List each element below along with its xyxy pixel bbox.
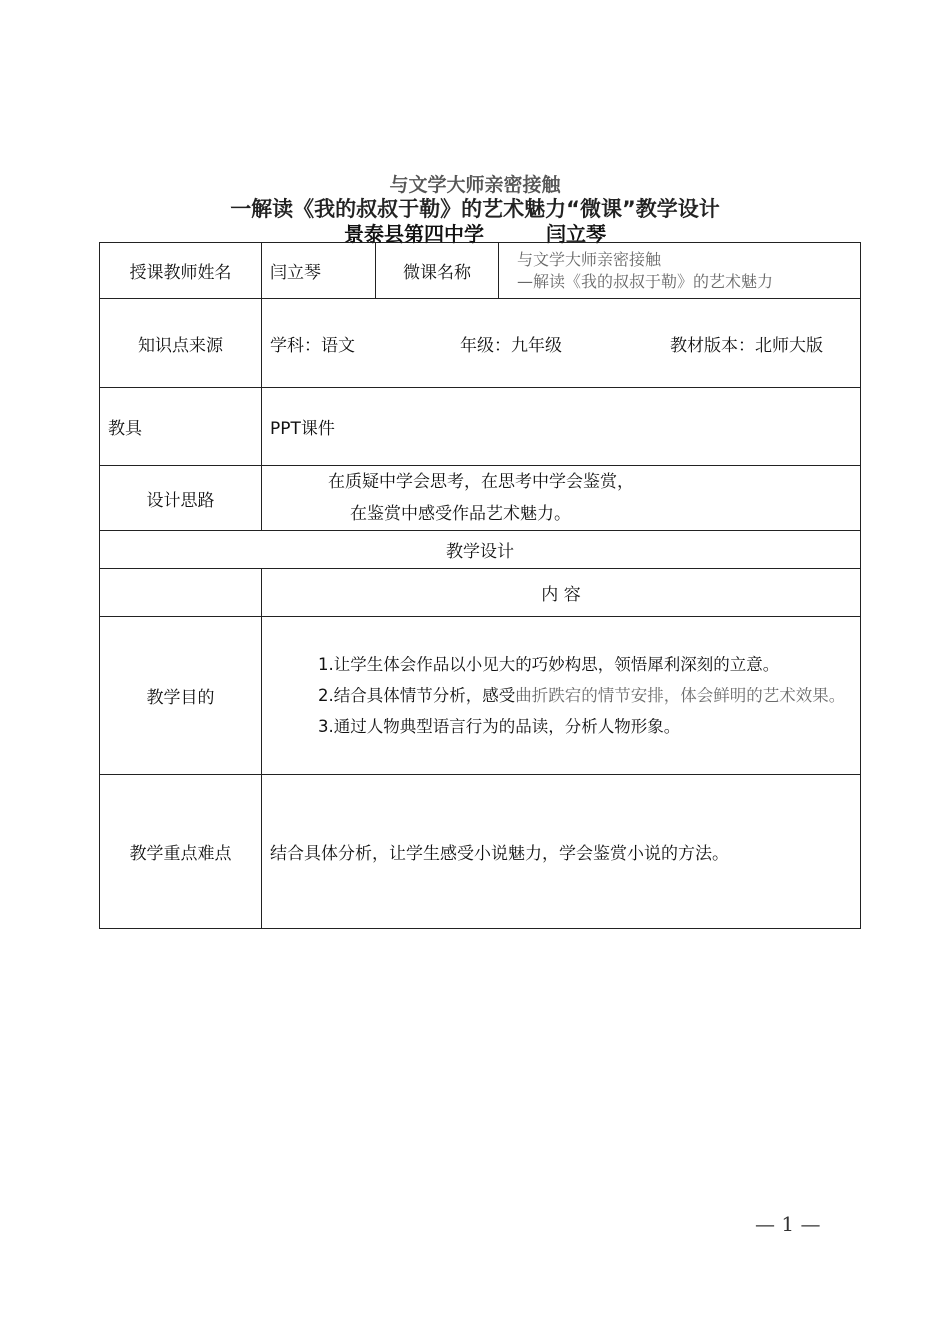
- goal-1: 1.让学生体会作品以小见大的巧妙构思，领悟犀利深刻的立意。: [318, 655, 780, 674]
- design-header: 教学设计: [100, 531, 861, 569]
- table-row: [100, 775, 861, 929]
- key-label: 教学重点难点: [100, 775, 262, 929]
- goal-3: 3.通过人物典型语言行为的品读，分析人物形象。: [318, 717, 681, 736]
- course-name-line2: —解读《我的叔叔于勒》的艺术魅力: [517, 271, 774, 291]
- author-name: 闫立琴: [546, 222, 606, 246]
- table-row: [100, 569, 861, 617]
- school-name: 景泰县第四中学: [344, 222, 484, 246]
- source-label: 知识点来源: [100, 299, 262, 388]
- tools-value: PPT课件: [262, 388, 861, 466]
- content-header: 内 容: [262, 569, 861, 617]
- key-value: 结合具体分析，让学生感受小说魅力，学会鉴赏小说的方法。: [262, 775, 861, 929]
- lesson-table: [99, 242, 861, 929]
- tools-label: 教具: [100, 388, 262, 466]
- course-label: 微课名称: [376, 243, 499, 299]
- course-name: [499, 243, 861, 299]
- table-row: [100, 466, 861, 531]
- title-line-2: 一解读《我的叔叔于勒》的艺术魅力“微课”教学设计: [230, 197, 720, 221]
- teacher-label: 授课教师姓名: [100, 243, 262, 299]
- idea-line1: 在质疑中学会思考，在思考中学会鉴赏，: [328, 472, 634, 492]
- title-line-1: 与文学大师亲密接触: [389, 174, 561, 196]
- source-values: [262, 299, 861, 388]
- table-row: [100, 243, 861, 299]
- goal-2-b: 曲折跌宕的情节安排，体会鲜明的艺术效果。: [515, 686, 846, 705]
- table-row: [100, 299, 861, 388]
- edition-value: 教材版本：北师大版: [670, 335, 823, 356]
- idea-value: [262, 466, 861, 531]
- goal-2-a: 2.结合具体情节分析，感受: [318, 686, 516, 705]
- idea-line2: 在鉴赏中感受作品艺术魅力。: [350, 504, 571, 524]
- goals-label: 教学目的: [100, 617, 262, 775]
- table-row: [100, 388, 861, 466]
- grade-value: 年级：九年级: [460, 335, 562, 356]
- goal-2: [270, 680, 852, 711]
- idea-label: 设计思路: [100, 466, 262, 531]
- table-row: [100, 531, 861, 569]
- page-number: — 1 —: [755, 1212, 821, 1236]
- table-row: [100, 617, 861, 775]
- subject-value: 学科：语文: [270, 335, 355, 356]
- goals-value: [262, 617, 861, 775]
- course-name-line1: 与文学大师亲密接触: [517, 249, 662, 269]
- empty-cell: [100, 569, 262, 617]
- teacher-value: 闫立琴: [262, 243, 376, 299]
